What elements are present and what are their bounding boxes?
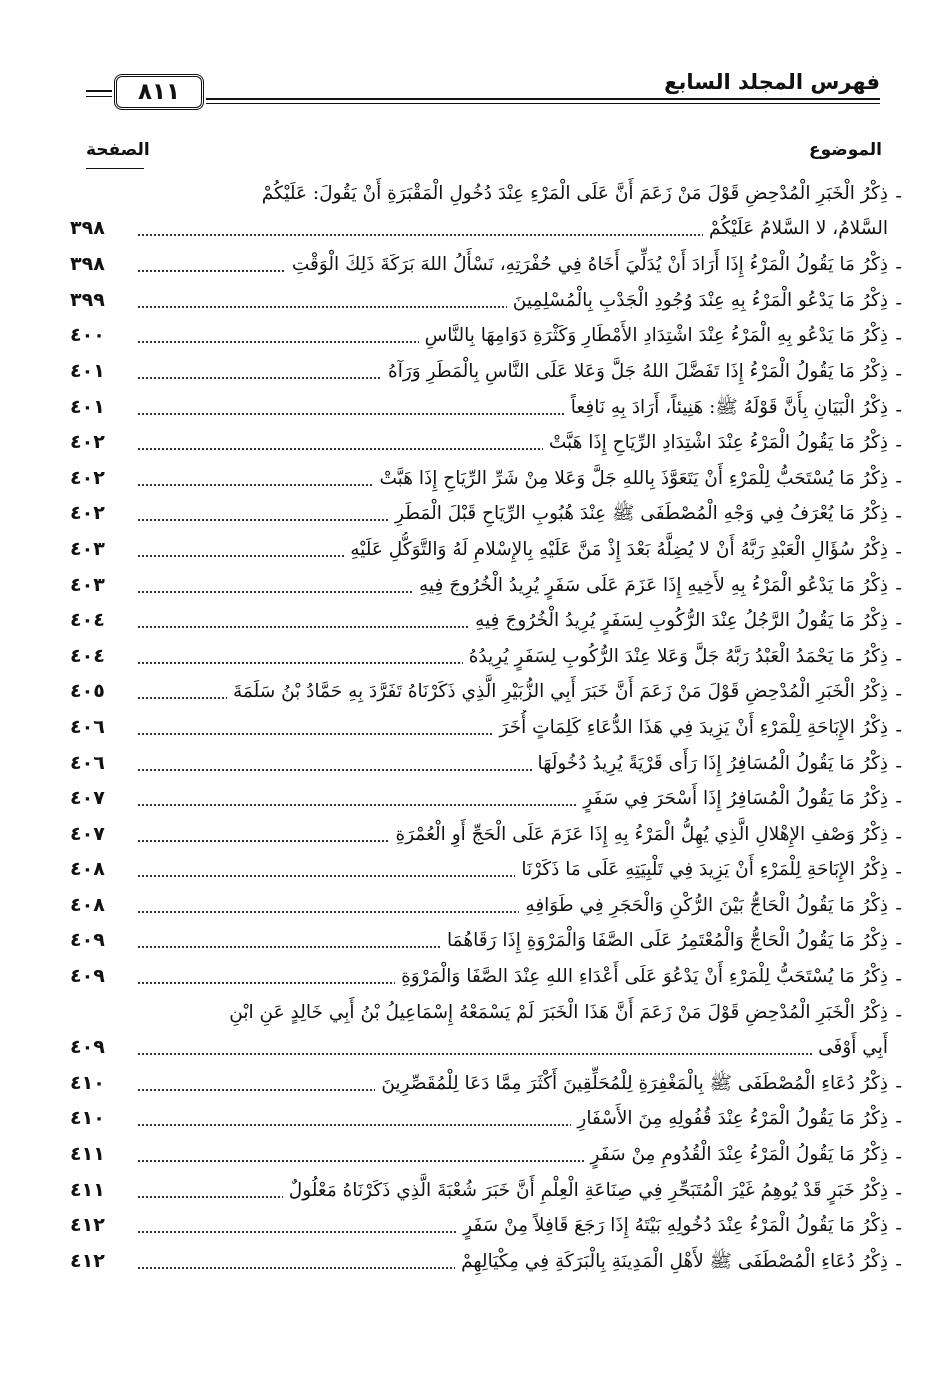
entry-title: السَّلامُ، لا السَّلامُ عَلَيْكُمْ xyxy=(703,218,888,239)
entry-title: ذِكْرُ مَا يَقُولُ الْمُسَافِرُ إِذَا أَسْحَرَ فِي سَفَرٍ xyxy=(577,788,888,809)
column-header-underline xyxy=(86,168,144,169)
entry-title: ذِكْرُ وَصْفِ الإِهْلالِ الَّذِي يُهِلُّ الْمَرْءُ بِهِ إِذَا عَزَمَ عَلَى الْحَجِّ أَوِ الْعُمْرَةِ xyxy=(390,824,888,845)
entry-title: ذِكْرُ مَا يَقُولُ الْحَاجُّ وَالْمُعْتَمِرُ عَلَى الصَّفَا وَالْمَرْوَةِ إِذَا رَقَاهُمَا xyxy=(441,930,888,951)
entry-line xyxy=(70,425,888,460)
entry-line xyxy=(70,354,888,389)
entry-page-number: ٤٠٦ xyxy=(70,715,105,738)
entry-title: ذِكْرُ مَا يَقُولُ الْمَرْءُ عِنْدَ قُفُولِهِ مِنَ الأَسْفَارِ xyxy=(571,1108,888,1129)
entry-title: ذِكْرُ دُعَاءِ الْمُصْطَفَى ﷺ بِالْمَغْفِرَةِ لِلْمُحَلِّقِينَ أَكْثَرَ مِمَّا دَعَا لِلْمُقَصِّرِينَ xyxy=(375,1073,888,1094)
entry-page-number: ٤٠٣ xyxy=(70,573,105,596)
entry-bullet: - xyxy=(895,186,902,207)
entry-line xyxy=(70,923,888,958)
entry-bullet: - xyxy=(895,577,902,599)
entry-bullet: - xyxy=(895,1253,902,1275)
entry-bullet: - xyxy=(895,1111,902,1133)
entry-bullet: - xyxy=(895,755,902,777)
entry-line xyxy=(70,176,888,211)
entry-title: ذِكْرُ مَا يُسْتَحَبُّ لِلْمَرْءِ أَنْ يَدْعُوَ عَلَى أَعْدَاءِ اللهِ عِنْدَ الصَّفَا وَالْمَرْوَةِ xyxy=(395,966,888,987)
entry-bullet: - xyxy=(895,826,902,848)
index-entry xyxy=(70,710,902,746)
entry-page-number: ٤٠٠ xyxy=(70,324,105,347)
index-entry xyxy=(70,283,902,319)
index-entry xyxy=(70,1066,902,1102)
entry-title: ذِكْرُ الْبَيَانِ بِأَنَّ قَوْلَهُ ﷺ: هَنِيئاً، أَرَادَ بِهِ نَافِعاً xyxy=(565,397,888,418)
entry-line xyxy=(70,318,888,353)
entry-bullet: - xyxy=(895,363,902,385)
page-number-badge: ٨١١ xyxy=(114,74,204,110)
entry-title: ذِكْرُ مَا يَدْعُو الْمَرْءُ بِهِ لأَخِيهِ إِذَا عَزَمَ عَلَى سَفَرٍ يُرِيدُ الْخُرُوجَ فِيهِ xyxy=(413,575,888,596)
entry-line xyxy=(70,568,888,603)
index-entry xyxy=(70,354,902,390)
entry-title: ذِكْرُ مَا يَقُولُ الْمَرْءُ عِنْدَ دُخُولِهِ بَيْتَهُ إِذَا رَجَعَ قَافِلاً مِنْ سَفَرٍ xyxy=(457,1215,888,1236)
entry-title: ذِكْرُ مَا يَقُولُ الْمُسَافِرُ إِذَا رَأَى قَرْيَةً يُرِيدُ دُخُولَهَا xyxy=(532,753,888,774)
entry-title: ذِكْرُ مَا يَقُولُ الرَّجُلُ عِنْدَ الرُّكُوبِ لِسَفَرٍ يُرِيدُ الْخُرُوجَ فِيهِ xyxy=(469,610,888,631)
entry-bullet: - xyxy=(895,719,902,741)
index-entry xyxy=(70,1208,902,1244)
entry-bullet: - xyxy=(895,969,902,991)
entry-page-number: ٤٠٢ xyxy=(70,431,105,454)
index-entry xyxy=(70,390,902,426)
column-header-topic: الموضوع xyxy=(809,140,882,160)
entry-line xyxy=(70,959,888,994)
index-entry xyxy=(70,568,902,604)
entry-line xyxy=(70,532,888,567)
entry-bullet: - xyxy=(895,1075,902,1097)
index-entry xyxy=(70,995,902,1066)
index-entry xyxy=(70,496,902,532)
entry-line xyxy=(70,390,888,425)
entry-title: ذِكْرُ مَا يَحْمَدُ الْعَبْدُ رَبَّهُ جَلَّ وَعَلا عِنْدَ الرُّكُوبِ لِسَفَرٍ يُرِيدُهُ xyxy=(463,646,888,667)
column-header-page: الصفحة xyxy=(86,140,150,160)
entry-page-number: ٤٠٧ xyxy=(70,787,105,810)
index-entry xyxy=(70,461,902,497)
header-rule xyxy=(86,96,112,97)
entry-title: ذِكْرُ دُعَاءِ الْمُصْطَفَى ﷺ لأَهْلِ الْمَدِينَةِ بِالْبَرَكَةِ فِي مِكْيَالِهِمْ xyxy=(455,1251,888,1272)
entry-bullet: - xyxy=(895,292,902,314)
entry-title: ذِكْرُ الإِبَاحَةِ لِلْمَرْءِ أَنْ يَزِيدَ فِي هَذَا الدُّعَاءِ كَلِمَاتٍ أُخَرَ xyxy=(493,717,888,738)
index-entry xyxy=(70,746,902,782)
index-entry xyxy=(70,1173,902,1209)
entry-page-number: ٤١١ xyxy=(70,1143,105,1166)
entry-line xyxy=(70,852,888,887)
entry-line xyxy=(70,211,888,246)
entry-bullet: - xyxy=(895,1218,902,1240)
entry-bullet: - xyxy=(895,1147,902,1169)
entry-page-number: ٤٠٩ xyxy=(70,965,105,988)
entry-line xyxy=(70,603,888,638)
entry-title: أَبِي أَوْفَى xyxy=(812,1037,888,1058)
entry-bullet: - xyxy=(895,862,902,884)
index-entry xyxy=(70,674,902,710)
entry-page-number: ٤٠٨ xyxy=(70,893,105,916)
index-entry xyxy=(70,923,902,959)
index-entry xyxy=(70,176,902,247)
entry-page-number: ٤١٢ xyxy=(70,1214,105,1237)
entry-title: ذِكْرُ مَا يَقُولُ الْحَاجُّ بَيْنَ الرُّكْنِ وَالْحَجَرِ فِي طَوَافِهِ xyxy=(519,895,888,916)
entry-bullet: - xyxy=(895,506,902,528)
entry-line xyxy=(70,674,888,709)
index-entry xyxy=(70,888,902,924)
index-entries xyxy=(70,176,902,1279)
index-entry xyxy=(70,817,902,853)
entry-bullet: - xyxy=(895,897,902,919)
entry-page-number: ٤٠٥ xyxy=(70,680,105,703)
entry-page-number: ٤٠٢ xyxy=(70,502,105,525)
entry-title: ذِكْرُ مَا يَقُولُ الْمَرْءُ عِنْدَ اشْتِدَادِ الرِّيَاحِ إِذَا هَبَّتْ xyxy=(543,432,888,453)
entry-line xyxy=(70,817,888,852)
entry-line xyxy=(70,496,888,531)
entry-line xyxy=(70,283,888,318)
entry-line xyxy=(70,995,888,1030)
entry-line xyxy=(70,247,888,282)
entry-page-number: ٤٠٧ xyxy=(70,822,105,845)
entry-page-number: ٤٠٨ xyxy=(70,858,105,881)
entry-line xyxy=(70,888,888,923)
entry-line xyxy=(70,1066,888,1101)
entry-line xyxy=(70,1137,888,1172)
entry-bullet: - xyxy=(895,933,902,955)
entry-title: ذِكْرُ خَبَرٍ قَدْ يُوهِمُ غَيْرَ الْمُتَبَحِّرِ فِي صِنَاعَةِ الْعِلْمِ أَنَّ خَبَرَ شُعْبَةَ الَّذِي ذَكَرْنَاهُ مَعْلُولٌ xyxy=(283,1180,888,1201)
entry-page-number: ٤٠١ xyxy=(70,359,105,382)
entry-page-number: ٣٩٨ xyxy=(70,253,105,276)
index-entry xyxy=(70,425,902,461)
entry-title: ذِكْرُ الْخَبَرِ الْمُدْحِضِ قَوْلَ مَنْ زَعَمَ أَنَّ عَلَى الْمَرْءِ عِنْدَ دُخُولِ الْمَقْبَرَةِ أَنْ يَقُولَ: عَلَيْكُمْ xyxy=(256,183,888,204)
entry-line xyxy=(70,461,888,496)
entry-line xyxy=(70,1101,888,1136)
entry-page-number: ٤١١ xyxy=(70,1178,105,1201)
entry-page-number: ٤١٠ xyxy=(70,1107,105,1130)
entry-page-number: ٣٩٨ xyxy=(70,217,105,239)
entry-line xyxy=(70,1244,888,1279)
entry-page-number: ٤٠٤ xyxy=(70,644,105,667)
index-entry xyxy=(70,1101,902,1137)
entry-page-number: ٤٠٢ xyxy=(70,466,105,489)
entry-title: ذِكْرُ مَا يُسْتَحَبُّ لِلْمَرْءِ أَنْ يَتَعَوَّذَ بِاللهِ جَلَّ وَعَلا مِنْ شَرِّ الرِّيَاحِ إِذَا هَبَّتْ xyxy=(374,468,889,489)
entry-bullet: - xyxy=(895,399,902,421)
entry-bullet: - xyxy=(895,684,902,706)
entry-title: ذِكْرُ مَا يَدْعُو بِهِ الْمَرْءُ عِنْدَ اشْتِدَادِ الأَمْطَارِ وَكَثْرَةِ دَوَامِهَا بِالنَّاسِ xyxy=(419,325,888,346)
entry-page-number: ٤٠٣ xyxy=(70,537,105,560)
dot-leader xyxy=(138,1053,888,1055)
entry-bullet: - xyxy=(895,257,902,279)
entry-page-number: ٤١٢ xyxy=(70,1249,105,1272)
index-entry xyxy=(70,959,902,995)
header-rule xyxy=(86,90,112,92)
entry-line xyxy=(70,746,888,781)
entry-title: ذِكْرُ الإِبَاحَةِ لِلْمَرْءِ أَنْ يَزِيدَ فِي تَلْبِيَتِهِ عَلَى مَا ذَكَرْنَا xyxy=(515,859,888,880)
index-entry xyxy=(70,603,902,639)
running-title: فهرس المجلد السابع xyxy=(664,70,880,94)
entry-line xyxy=(70,781,888,816)
entry-line xyxy=(70,639,888,674)
entry-line xyxy=(70,1030,888,1065)
index-entry xyxy=(70,247,902,283)
header-rule xyxy=(206,98,880,100)
entry-title: ذِكْرُ سُؤَالِ الْعَبْدِ رَبَّهُ أَنْ لا يُضِلَّهُ بَعْدَ إِذْ مَنَّ عَلَيْهِ بِالإِسْلامِ لَهُ وَالتَّوَكُّلِ عَلَيْهِ xyxy=(344,539,888,560)
entry-page-number: ٤١٠ xyxy=(70,1071,105,1094)
entry-page-number: ٤٠٦ xyxy=(70,751,105,774)
entry-bullet: - xyxy=(895,1004,902,1026)
entry-bullet: - xyxy=(895,1182,902,1204)
entry-page-number: ٤٠٤ xyxy=(70,609,105,632)
entry-bullet: - xyxy=(895,470,902,492)
entry-line xyxy=(70,1208,888,1243)
index-entry xyxy=(70,1137,902,1173)
index-entry xyxy=(70,532,902,568)
index-entry xyxy=(70,1244,902,1280)
index-entry xyxy=(70,639,902,675)
entry-line xyxy=(70,1173,888,1208)
entry-title: ذِكْرُ مَا يَقُولُ الْمَرْءُ إِذَا تَفَضَّلَ اللهُ جَلَّ وَعَلا عَلَى النَّاسِ بِالْمَطَرِ وَرَآهُ xyxy=(382,361,888,382)
entry-title: ذِكْرُ مَا يَقُولُ الْمَرْءُ عِنْدَ الْقُدُومِ مِنْ سَفَرٍ xyxy=(585,1144,888,1165)
entry-title: ذِكْرُ مَا يُعْرَفُ فِي وَجْهِ الْمُصْطَفَى ﷺ عِنْدَ هُبُوبِ الرِّيَاحِ قَبْلَ الْمَطَرِ xyxy=(389,503,888,524)
entry-bullet: - xyxy=(895,648,902,670)
entry-page-number: ٤٠١ xyxy=(70,395,105,418)
index-entry xyxy=(70,781,902,817)
entry-page-number: ٤٠٩ xyxy=(70,1035,105,1058)
entry-title: ذِكْرُ الْخَبَرِ الْمُدْحِضِ قَوْلَ مَنْ زَعَمَ أَنَّ هَذَا الْخَبَرَ لَمْ يَسْمَعْهُ إِسْمَاعِيلُ بْنُ أَبِي خَالِدٍ عَنِ ابْنِ xyxy=(223,1002,888,1023)
entry-title: ذِكْرُ مَا يَدْعُو الْمَرْءُ بِهِ عِنْدَ وُجُودِ الْجَدْبِ بِالْمُسْلِمِينَ xyxy=(507,290,888,311)
entry-title: ذِكْرُ الْخَبَرِ الْمُدْحِضِ قَوْلَ مَنْ زَعَمَ أَنَّ خَبَرَ أَبِي الزُّبَيْرِ الَّذِي ذَكَرْنَاهُ تَفَرَّدَ بِهِ حَمَّادُ بْنُ سَلَمَةَ xyxy=(227,681,888,702)
index-entry xyxy=(70,852,902,888)
entry-bullet: - xyxy=(895,613,902,635)
entry-page-number: ٤٠٩ xyxy=(70,929,105,952)
page-header xyxy=(86,66,880,116)
entry-bullet: - xyxy=(895,541,902,563)
entry-page-number: ٣٩٩ xyxy=(70,288,105,311)
entry-line xyxy=(70,710,888,745)
entry-bullet: - xyxy=(895,791,902,813)
entry-title: ذِكْرُ مَا يَقُولُ الْمَرْءُ إِذَا أَرَادَ أَنْ يُدَلِّيَ أَخَاهُ فِي حُفْرَتِهِ، نَسْأَلُ اللهَ بَرَكَةَ ذَلِكَ الْوَقْتِ xyxy=(286,254,888,275)
entry-bullet: - xyxy=(895,328,902,350)
entry-bullet: - xyxy=(895,435,902,457)
header-rule xyxy=(206,103,880,104)
index-entry xyxy=(70,318,902,354)
